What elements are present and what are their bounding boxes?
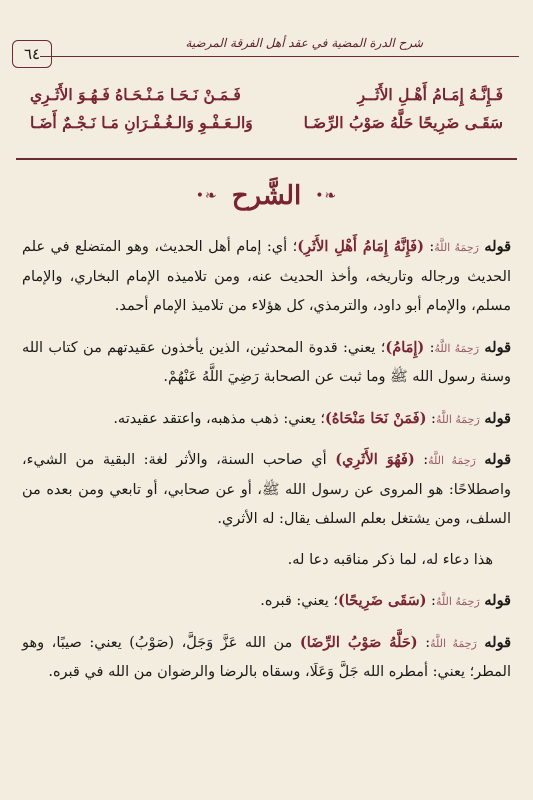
- para-text: ؛ يعني: قدوة المحدثين، الذين يأخذون عقيدتهم من كتاب الله وسنة رسول الله ﷺ وما ثبت عن الصحابة رَضِيَ اللَّهُ عَنْهُمْ.: [22, 339, 511, 385]
- paragraph: قوله رَحِمَهُ اللَّهُ: (سَقَى ضَرِيحًا)؛ يعني: قبره.: [260, 592, 511, 609]
- para-keyword: قوله: [484, 633, 512, 651]
- para-honorific: رَحِمَهُ اللَّهُ: [434, 241, 479, 254]
- para-text: ؛ يعني: قبره.: [260, 593, 338, 609]
- para-keyword: قوله: [484, 338, 512, 356]
- para-text: أي صاحب السنة، والأثر لغة: البقية من الشيء، واصطلاحًا: هو المروى عن رسول الله ﷺ، أو عن صحابي، أو تابعي ومن بعده من السلف، ومن يشتغل بعلم السلف يقال: له الأثري.: [22, 452, 511, 527]
- book-title: شرح الدرة المضية في عقد أهل الفرقة المرضية: [185, 36, 423, 50]
- para-quote: (فَهُوَ الأَثَرِي): [335, 451, 415, 468]
- para-quote: (إِمَامُ): [385, 338, 425, 356]
- verse-line-2: [30, 108, 503, 136]
- header-rule: [40, 56, 519, 57]
- para-quote: (سَقَى ضَرِيحًا): [337, 592, 427, 609]
- para-keyword: قوله: [484, 592, 511, 609]
- para-text: هذا دعاء له، لما ذكر مناقبه دعا له.: [287, 551, 493, 568]
- verse-2-second-hemistich: وَالـعَـفْـوِ وَالـغُـفْـرَانِ مَـا نَـجْـمٌ أَضَـا: [30, 112, 253, 132]
- section-heading: [0, 176, 533, 216]
- paragraph: قوله رَحِمَهُ اللَّهُ: (فَهُوَ الأَثَرِي) أي صاحب السنة، والأثر لغة: البقية من الشيء، واصطلاحًا: هو المروى عن رسول الله ﷺ، أو عن صحابي، أو تابعي ومن بعده من السلف، ومن يشتغل بعلم السلف يقال: له الأثري.: [22, 451, 512, 527]
- ornament-right: ❧•: [315, 188, 338, 204]
- para-honorific: رَحِمَهُ اللَّهُ: [430, 636, 477, 650]
- page-number: ٦٤: [12, 40, 52, 68]
- poem-verses: [30, 80, 503, 150]
- para-text: ؛ يعني: ذهب مذهبه، واعتقد عقيدته.: [113, 410, 325, 427]
- verse-1-second-hemistich: فَـمَـنْ نَـحَـا مَـنْـحَـاهُ فَـهُـوَ الأَثَـرِي: [30, 84, 241, 104]
- verse-1-first-hemistich: فَـإِنَّـهُ إِمَـامُ أَهْـلِ الأَثَــرِ: [357, 84, 503, 104]
- para-quote: (فَمَنْ نَحَا مَنْحَاهُ): [324, 409, 427, 427]
- paragraph: [22, 546, 511, 576]
- verses-divider: [16, 158, 517, 160]
- page-header: [0, 0, 533, 70]
- para-keyword: قوله: [484, 409, 511, 427]
- para-text: من الله عَزَّ وَجَلَّ، (صَوْبُ) يعني: صيبًا، وهو المطر؛ يعني: أمطره الله جَلَّ وَعَلَا، وسقاه بالرضا والرضوان من الله في قبره.: [22, 634, 511, 680]
- para-honorific: رَحِمَهُ اللَّهُ: [434, 341, 480, 355]
- para-honorific: رَحِمَهُ اللَّهُ: [435, 412, 480, 426]
- para-honorific: رَحِمَهُ اللَّهُ: [428, 454, 476, 467]
- para-quote: (حَلَّهُ صَوْبُ الرِّضَا): [299, 633, 418, 651]
- para-keyword: قوله: [484, 238, 512, 255]
- commentary-body: [22, 232, 511, 699]
- paragraph: قوله رَحِمَهُ اللَّهُ: (إِمَامُ)؛ يعني: قدوة المحدثين، الذين يأخذون عقيدتهم من كتاب الله وسنة رسول الله ﷺ وما ثبت عن الصحابة رَضِيَ اللَّهُ عَنْهُمْ.: [22, 338, 512, 385]
- ornament-left: ❧•: [195, 188, 218, 204]
- para-text: ؛ أي: إمام أهل الحديث، وهو المتضلع في علم الحديث ورجاله وتاريخه، وأخذ الحديث عنه، ومن تلاميذه الإمام البخاري، والإمام مسلم، والإمام أبو داود، والترمذي، كل هؤلاء من تلاميذ الإمام أحمد.: [22, 239, 511, 314]
- para-honorific: رَحِمَهُ اللَّهُ: [435, 595, 480, 608]
- paragraph: قوله رَحِمَهُ اللَّهُ: (فَمَنْ نَحَا مَنْحَاهُ)؛ يعني: ذهب مذهبه، واعتقد عقيدته.: [113, 409, 511, 427]
- para-quote: (فَإِنَّهُ إِمَامُ أَهْلِ الأَثَرِ): [297, 238, 424, 255]
- paragraph: قوله رَحِمَهُ اللَّهُ: (فَإِنَّهُ إِمَامُ أَهْلِ الأَثَرِ)؛ أي: إمام أهل الحديث، وهو المتضلع في علم الحديث ورجاله وتاريخه، وأخذ الحديث عنه، ومن تلاميذه الإمام البخاري، والإمام مسلم، والإمام أبو داود، والترمذي، كل هؤلاء من تلاميذ الإمام أحمد.: [22, 238, 512, 314]
- para-keyword: قوله: [484, 451, 512, 468]
- paragraph: قوله رَحِمَهُ اللَّهُ: (حَلَّهُ صَوْبُ الرِّضَا) من الله عَزَّ وَجَلَّ، (صَوْبُ) يعني: صيبًا، وهو المطر؛ يعني: أمطره الله جَلَّ وَعَلَا، وسقاه بالرضا والرضوان من الله في قبره.: [22, 633, 512, 680]
- section-title: الشَّرح: [231, 181, 302, 211]
- verse-line-1: [30, 80, 503, 108]
- verse-2-first-hemistich: سَقَـى ضَرِيحًا حَلَّهُ صَوْبُ الرِّضَـا: [303, 112, 503, 132]
